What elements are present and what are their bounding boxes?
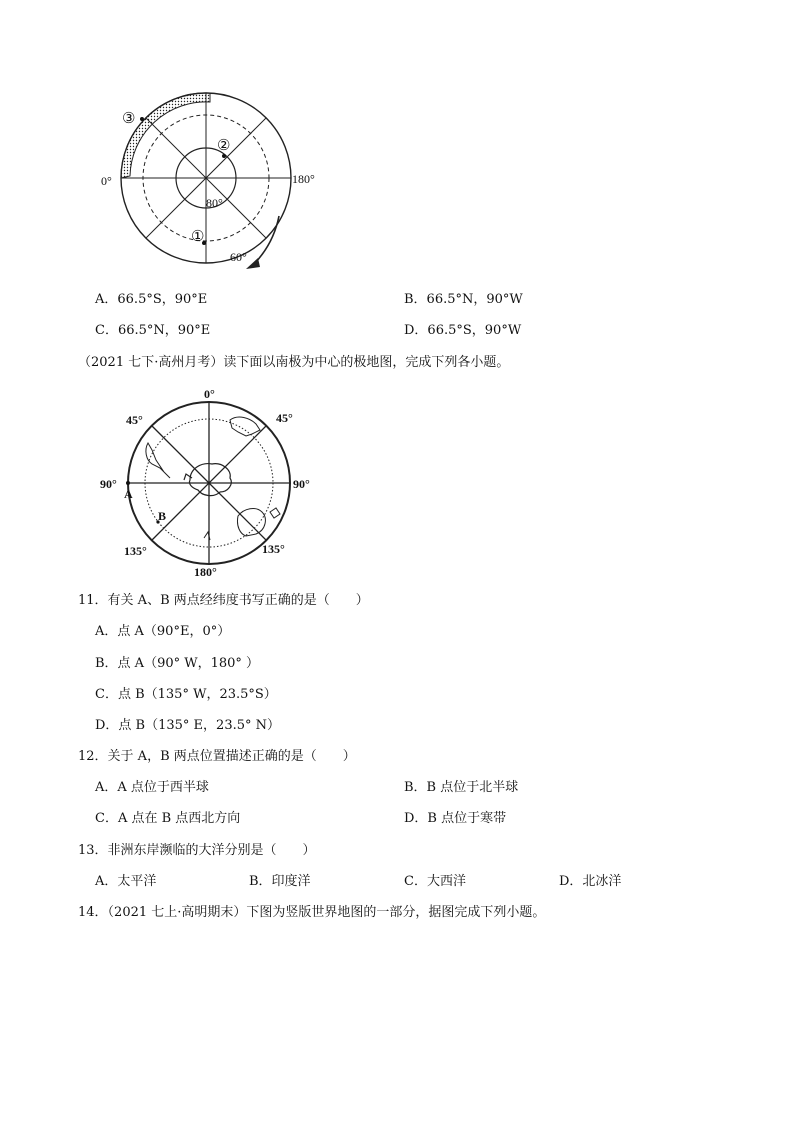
map-point-a <box>126 481 130 485</box>
fig2-label-0: 0° <box>204 387 215 401</box>
point-3 <box>140 117 144 121</box>
q13-option-a: A．太平洋 <box>95 874 157 889</box>
fig2-label-45-left: 45° <box>126 413 143 427</box>
q13-option-d: D．北冰洋 <box>559 874 622 889</box>
fig2-label-45-right: 45° <box>276 411 293 425</box>
q12-option-d: D．B 点位于寒带 <box>404 811 507 826</box>
q11-option-a: A．点 A（90°E，0°） <box>95 624 231 639</box>
fig2-point-b-label: B <box>158 509 167 523</box>
fig2-point-a-label: A <box>124 487 133 501</box>
fig2-label-90-left: 90° <box>100 477 117 491</box>
q12-option-a: A．A 点位于西半球 <box>95 780 209 795</box>
fig1-label-60: 60° <box>230 250 247 264</box>
q11-option-d: D．点 B（135° E，23.5° N） <box>95 718 280 733</box>
fig2-label-135-left: 135° <box>124 544 147 558</box>
arrowhead <box>246 258 260 269</box>
q12-stem: 12．关于 A，B 两点位置描述正确的是（ ） <box>78 749 356 764</box>
fig1-marker-2: ② <box>217 136 231 154</box>
africa-outline <box>230 417 260 436</box>
q13-option-b: B．印度洋 <box>249 874 311 889</box>
q10-option-a: A．66.5°S，90°E <box>95 292 208 307</box>
fig1-label-80: 80° <box>206 196 223 210</box>
q10-option-c: C．66.5°N，90°E <box>95 323 211 338</box>
fig2-label-135-right: 135° <box>262 542 285 556</box>
new-zealand-outline <box>270 508 280 518</box>
australia-outline <box>237 509 265 536</box>
point-2 <box>222 154 226 158</box>
fig2-label-180: 180° <box>194 565 217 579</box>
rotation-arrow <box>254 216 279 264</box>
section-intro: （2021 七下·高州月考）读下面以南极为中心的极地图，完成下列各小题。 <box>78 355 510 370</box>
shaded-night-region <box>121 93 210 178</box>
q13-stem: 13．非洲东岸濒临的大洋分别是（ ） <box>78 843 316 858</box>
q10-option-d: D．66.5°S，90°W <box>404 323 522 338</box>
fig1-label-0: 0° <box>101 174 112 188</box>
fig2-label-90-right: 90° <box>293 477 310 491</box>
antarctica-outline <box>189 464 231 496</box>
fig1-label-180: 180° <box>292 172 315 186</box>
q12-option-c: C．A 点在 B 点西北方向 <box>95 811 241 826</box>
q11-stem: 11．有关 A、B 两点经纬度书写正确的是（ ） <box>78 593 369 608</box>
south-america-outline <box>146 443 170 478</box>
q11-option-c: C．点 B（135° W，23.5°S） <box>95 687 277 702</box>
q13-option-c: C．大西洋 <box>404 874 466 889</box>
q11-option-b: B．点 A（90° W，180° ） <box>95 656 260 671</box>
q10-option-b: B．66.5°N，90°W <box>404 292 523 307</box>
q12-option-b: B．B 点位于北半球 <box>404 780 519 795</box>
q14-stem: 14．（2021 七上·高明期末）下图为竖版世界地图的一部分，据图完成下列小题。 <box>78 905 546 920</box>
fig1-marker-1: ① <box>191 227 205 245</box>
fig1-marker-3: ③ <box>122 109 136 127</box>
